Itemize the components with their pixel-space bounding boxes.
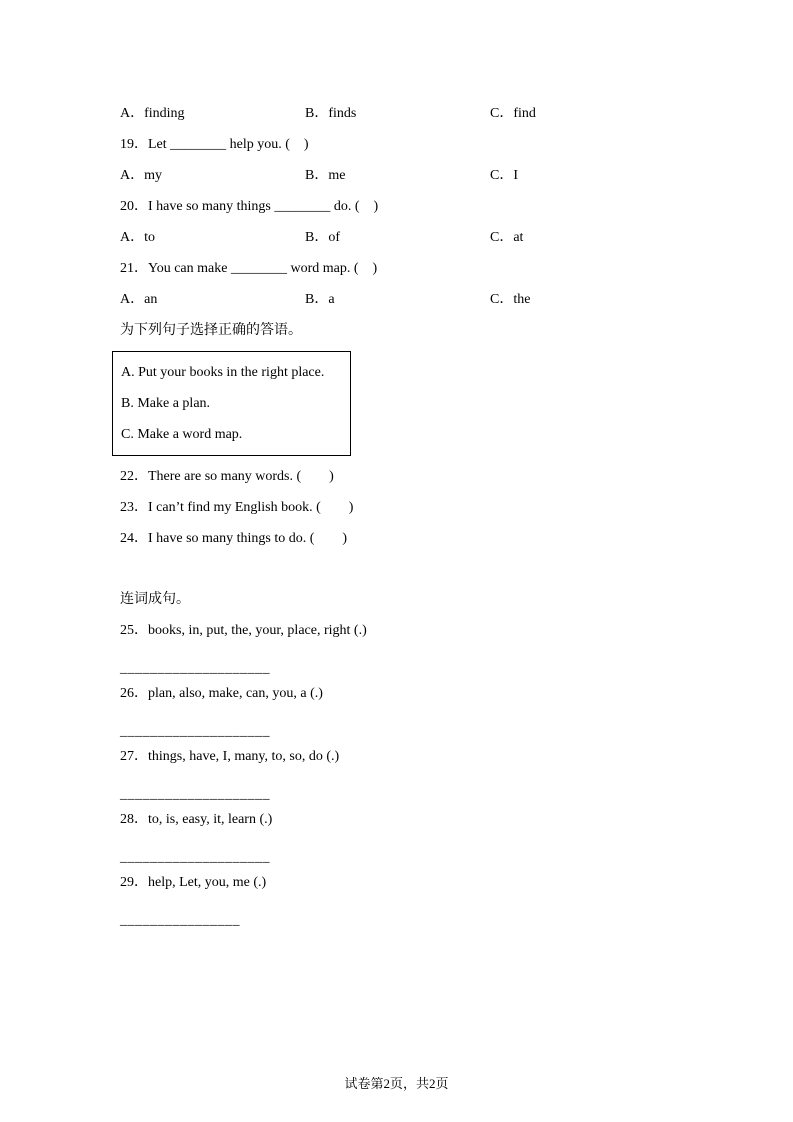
question-22: 22．There are so many words. ( ) <box>120 469 334 484</box>
question-29: 29．help, Let, you, me (.) <box>120 875 267 890</box>
option-b: B．me <box>305 168 346 183</box>
option-b: B．of <box>305 230 340 245</box>
option-b: B．a <box>305 292 335 307</box>
reorder-item-28 <box>120 809 733 868</box>
question-27: 27．things, have, I, many, to, so, do (.) <box>120 749 340 764</box>
question-24: 24．I have so many things to do. ( ) <box>120 531 348 546</box>
answer-blank-line: ____________________ <box>120 724 270 739</box>
option-a: A．to <box>120 230 155 245</box>
option-c: C．I <box>490 168 518 183</box>
reorder-item-25 <box>120 620 733 679</box>
option-a: A．finding <box>120 106 185 121</box>
question-28: 28．to, is, easy, it, learn (.) <box>120 812 273 827</box>
option-c: C．find <box>490 106 536 121</box>
answer-blank-line: ____________________ <box>120 850 270 865</box>
option-a: A．my <box>120 168 162 183</box>
reorder-item-26 <box>120 683 733 742</box>
answer-blank-line: ____________________ <box>120 661 270 676</box>
question-21: 21．You can make ________ word map. ( ) <box>120 261 378 276</box>
answer-options-box <box>112 351 351 456</box>
option-a: A．an <box>120 292 158 307</box>
options-row-21 <box>120 289 733 310</box>
reorder-item-29 <box>120 872 733 931</box>
options-row-19 <box>120 165 733 186</box>
option-c: C．the <box>490 292 531 307</box>
option-c: C．at <box>490 230 524 245</box>
matching-section-heading: 为下列句子选择正确的答语。 <box>120 323 302 338</box>
option-b: B．finds <box>305 106 357 121</box>
question-26: 26．plan, also, make, can, you, a (.) <box>120 686 323 701</box>
options-row-18 <box>120 103 733 124</box>
answer-blank-line: ____________________ <box>120 787 270 802</box>
question-19: 19．Let ________ help you. ( ) <box>120 137 309 152</box>
options-row-20 <box>120 227 733 248</box>
question-25: 25．books, in, put, the, your, place, right (.) <box>120 623 367 638</box>
answer-option-c: C. Make a word map. <box>121 427 243 442</box>
page-footer: 试卷第2页，共2页 <box>344 1076 449 1091</box>
question-20: 20．I have so many things ________ do. ( ) <box>120 199 379 214</box>
reorder-section-heading: 连词成句。 <box>120 592 190 607</box>
answer-option-a: A. Put your books in the right place. <box>121 365 325 380</box>
answer-option-b: B. Make a plan. <box>121 396 211 411</box>
reorder-item-27 <box>120 746 733 805</box>
answer-blank-line: ________________ <box>120 913 240 928</box>
question-23: 23．I can’t find my English book. ( ) <box>120 500 354 515</box>
